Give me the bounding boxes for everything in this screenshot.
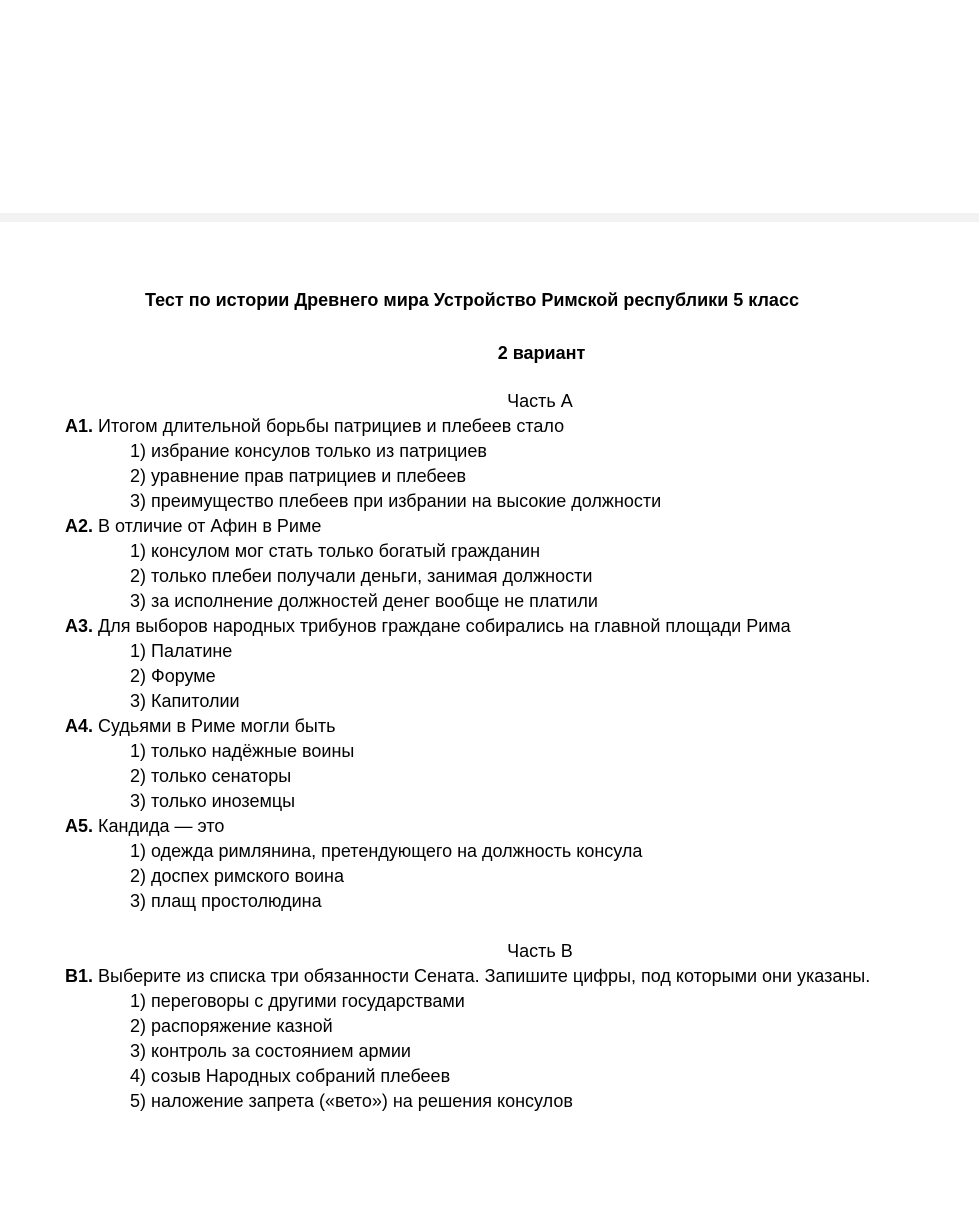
question-b1 — [65, 964, 965, 989]
question-text: Судьями в Риме могли быть — [93, 716, 336, 736]
answer-option: 3) Капитолии — [130, 691, 240, 711]
question-number: А2. — [65, 516, 94, 536]
question-text: Итогом длительной борьбы патрициев и плебеев стало — [93, 416, 565, 436]
answer-option: 5) наложение запрета («вето») на решения консулов — [130, 1091, 573, 1111]
answer-option: 1) консулом мог стать только богатый гражданин — [130, 541, 541, 561]
answer-option: 3) за исполнение должностей денег вообще не платили — [130, 591, 598, 611]
section-divider — [0, 213, 979, 222]
question-a5 — [65, 814, 965, 839]
question-number: А5. — [65, 816, 94, 836]
answer-option: 1) Палатине — [130, 641, 233, 661]
answer-option: 2) распоряжение казной — [130, 1016, 333, 1036]
part-b-heading: Часть В — [507, 941, 573, 961]
part-a-heading: Часть А — [507, 391, 573, 411]
question-a2 — [65, 514, 965, 539]
question-text: Кандида — это — [93, 816, 225, 836]
question-text: Для выборов народных трибунов граждане собирались на главной площади Рима — [93, 616, 791, 636]
question-a3 — [65, 614, 965, 639]
question-number: А1. — [65, 416, 94, 436]
question-text: Выберите из списка три обязанности Сената. Запишите цифры, под которыми они указаны. — [93, 966, 871, 986]
answer-option: 3) преимущество плебеев при избрании на высокие должности — [130, 491, 662, 511]
answer-option: 1) одежда римлянина, претендующего на должность консула — [130, 841, 643, 861]
answer-option: 3) только иноземцы — [130, 791, 296, 811]
question-number: А4. — [65, 716, 94, 736]
answer-option: 3) контроль за состоянием армии — [130, 1041, 411, 1061]
test-content — [65, 389, 965, 1114]
variant-heading: 2 вариант — [497, 343, 586, 363]
question-text: В отличие от Афин в Риме — [93, 516, 322, 536]
answer-option: 2) только сенаторы — [130, 766, 292, 786]
answer-option: 2) уравнение прав патрициев и плебеев — [130, 466, 467, 486]
question-a4 — [65, 714, 965, 739]
page-title: Тест по истории Древнего мира Устройство Римской республики 5 класс — [145, 290, 799, 310]
answer-option: 3) плащ простолюдина — [130, 891, 322, 911]
answer-option: 4) созыв Народных собраний плебеев — [130, 1066, 451, 1086]
question-number: В1. — [65, 966, 94, 986]
answer-option: 1) избрание консулов только из патрициев — [130, 441, 487, 461]
answer-option: 2) доспех римского воина — [130, 866, 344, 886]
question-a1 — [65, 414, 965, 439]
answer-option: 2) Форуме — [130, 666, 216, 686]
answer-option: 2) только плебеи получали деньги, занимая должности — [130, 566, 593, 586]
answer-option: 1) переговоры с другими государствами — [130, 991, 465, 1011]
answer-option: 1) только надёжные воины — [130, 741, 355, 761]
question-number: А3. — [65, 616, 94, 636]
